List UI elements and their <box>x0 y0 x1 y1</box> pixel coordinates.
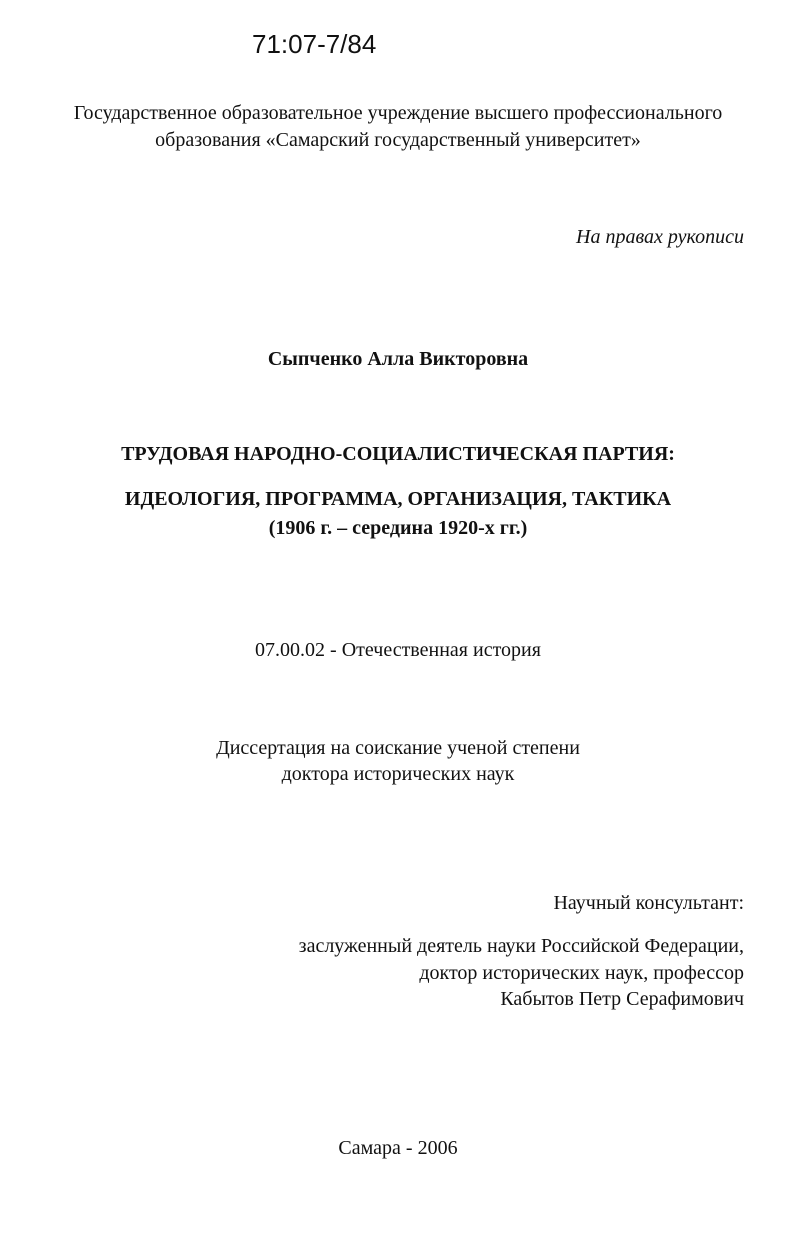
author-name: Сыпченко Алла Викторовна <box>267 348 529 370</box>
title-line-1: ТРУДОВАЯ НАРОДНО-СОЦИАЛИСТИЧЕСКАЯ ПАРТИЯ: <box>121 443 675 465</box>
consultant-label: Научный консультант: <box>553 892 744 914</box>
degree-line-2: доктора исторических наук <box>281 763 515 785</box>
degree-line-1: Диссертация на соискание ученой степени <box>216 737 580 759</box>
institution-line-2: образования «Самарский государственный университет» <box>155 129 641 151</box>
consultant-line-2: доктор исторических наук, профессор <box>419 962 744 984</box>
catalog-number: 71:07-7/84 <box>252 29 377 59</box>
consultant-line-1: заслуженный деятель науки Российской Федерации, <box>298 935 744 957</box>
title-line-3: (1906 г. – середина 1920-х гг.) <box>268 517 528 539</box>
specialty: 07.00.02 - Отечественная история <box>255 639 541 661</box>
consultant-line-3: Кабытов Петр Серафимович <box>500 988 744 1010</box>
manuscript-note: На правах рукописи <box>576 226 744 248</box>
title-line-2: ИДЕОЛОГИЯ, ПРОГРАММА, ОРГАНИЗАЦИЯ, ТАКТИКА <box>124 488 672 510</box>
institution-line-1: Государственное образовательное учреждение высшего профессионального <box>73 102 723 124</box>
place-year: Самара - 2006 <box>338 1137 458 1159</box>
